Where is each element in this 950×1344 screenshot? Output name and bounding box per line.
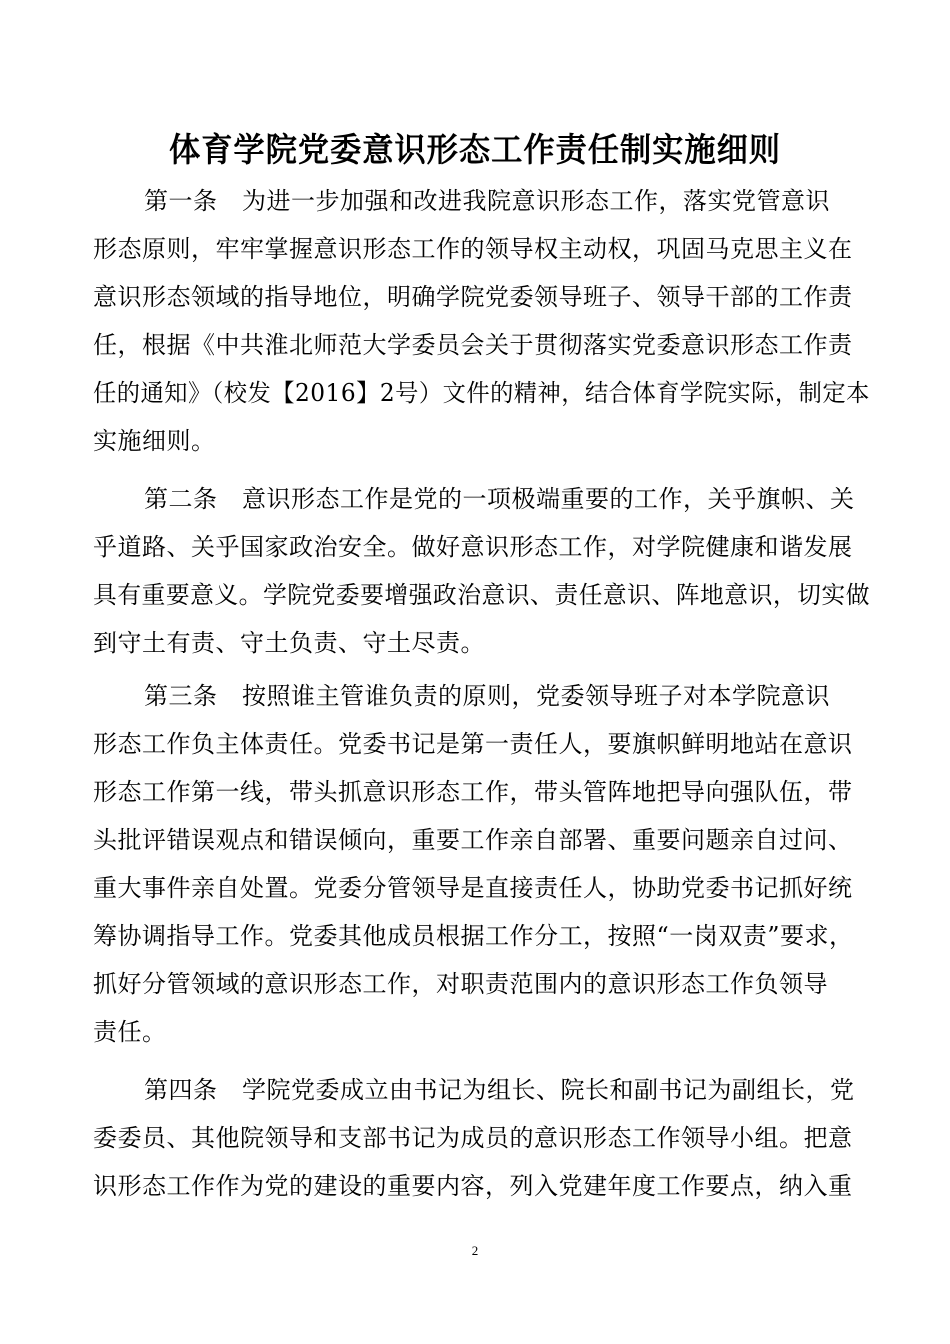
text-line: 实施细则。 bbox=[93, 427, 216, 455]
text-line: 第二条 意识形态工作是党的一项极端重要的工作，关乎旗帜、关 bbox=[144, 485, 855, 513]
text-line: 抓好分管领域的意识形态工作，对职责范围内的意识形态工作负领导 bbox=[93, 970, 828, 998]
text-line: 第一条 为进一步加强和改进我院意识形态工作，落实党管意识 bbox=[144, 187, 830, 215]
text-line: 筹协调指导工作。党委其他成员根据工作分工，按照“一岗双责”要求， bbox=[93, 922, 854, 950]
text-line: 形态原则，牢牢掌握意识形态工作的领导权主动权，巩固马克思主义在 bbox=[93, 235, 853, 263]
text-line: 任，根据《中共淮北师范大学委员会关于贯彻落实党委意识形态工作责 bbox=[93, 331, 853, 359]
text-line: 识形态工作作为党的建设的重要内容，列入党建年度工作要点，纳入重 bbox=[93, 1172, 853, 1200]
text-line: 责任。 bbox=[93, 1018, 167, 1046]
document-title: 体育学院党委意识形态工作责任制实施细则 bbox=[169, 130, 781, 169]
text-line: 具有重要意义。学院党委要增强政治意识、责任意识、阵地意识，切实做 bbox=[93, 581, 870, 609]
text-line: 重大事件亲自处置。党委分管领导是直接责任人，协助党委书记抓好统 bbox=[93, 874, 853, 902]
text-line: 到守土有责、守土负责、守土尽责。 bbox=[93, 629, 485, 657]
text-line: 形态工作第一线，带头抓意识形态工作，带头管阵地把导向强队伍，带 bbox=[93, 778, 853, 806]
text-line: 乎道路、关乎国家政治安全。做好意识形态工作，对学院健康和谐发展 bbox=[93, 533, 853, 561]
text-line: 任的通知》（校发【2016】2号）文件的精神，结合体育学院实际，制定本 bbox=[93, 379, 870, 407]
text-line: 第三条 按照谁主管谁负责的原则，党委领导班子对本学院意识 bbox=[144, 682, 830, 710]
text-line: 第四条 学院党委成立由书记为组长、院长和副书记为副组长，党 bbox=[144, 1076, 855, 1104]
text-line: 意识形态领域的指导地位，明确学院党委领导班子、领导干部的工作责 bbox=[93, 283, 853, 311]
text-line: 头批评错误观点和错误倾向，重要工作亲自部署、重要问题亲自过问、 bbox=[93, 826, 853, 854]
text-line: 形态工作负主体责任。党委书记是第一责任人，要旗帜鲜明地站在意识 bbox=[93, 730, 853, 758]
page-number: 2 bbox=[471, 1243, 479, 1258]
text-line: 委委员、其他院领导和支部书记为成员的意识形态工作领导小组。把意 bbox=[93, 1124, 853, 1152]
